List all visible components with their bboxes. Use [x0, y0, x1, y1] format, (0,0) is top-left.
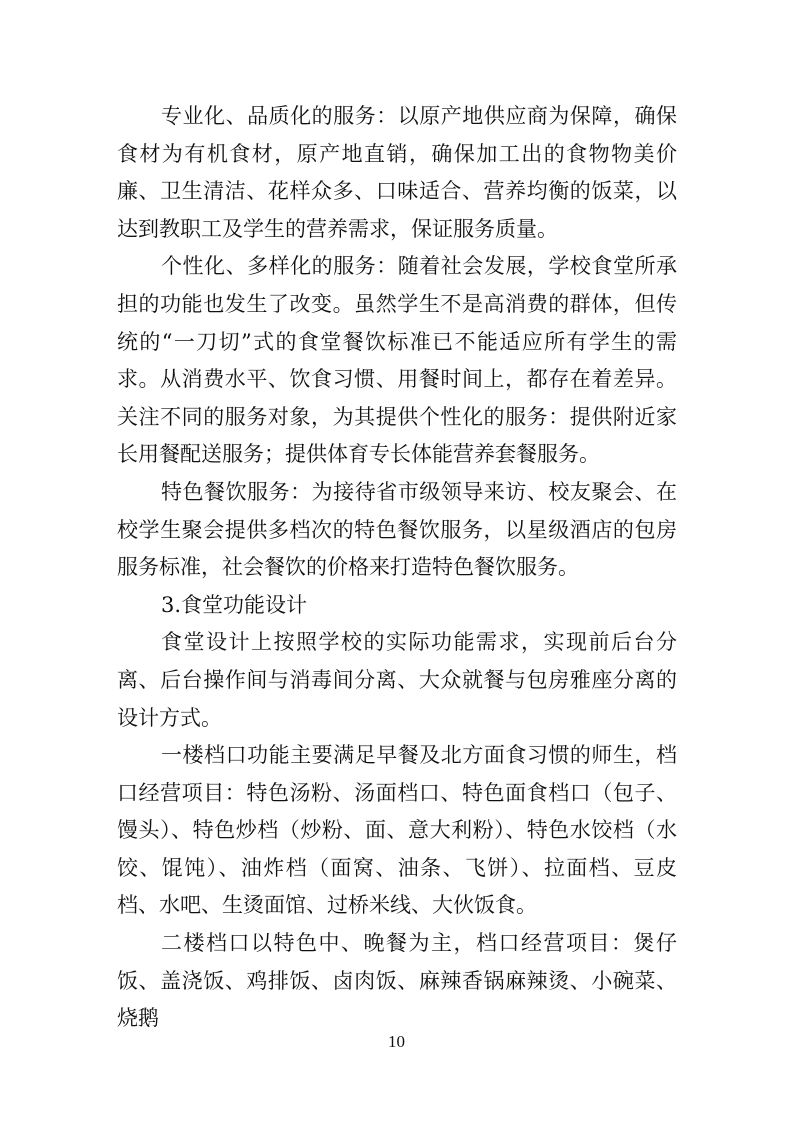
paragraph-professional-service: 专业化、品质化的服务：以原产地供应商为保障，确保食材为有机食材，原产地直销，确保加工出的食物物美价廉、卫生清洁、花样众多、口味适合、营养均衡的饭菜，以达到教职工及学生的营养需求，保证服务质量。 — [117, 104, 677, 241]
paragraph-design-approach: 食堂设计上按照学校的实际功能需求，实现前后台分离、后台操作间与消毒间分离、大众就餐与包房雅座分离的设计方式。 — [117, 630, 677, 730]
paragraph-first-floor-stalls: 一楼档口功能主要满足早餐及北方面食习惯的师生，档口经营项目：特色汤粉、汤面档口、特色面食档口（包子、馒头）、特色炒档（炒粉、面、意大利粉）、特色水饺档（水饺、馄饨）、油炸档（面窝、油条、飞饼）、拉面档、豆皮档、水吧、生烫面馆、过桥米线、大伙饭食。 — [117, 743, 677, 918]
paragraph-second-floor-stalls: 二楼档口以特色中、晚餐为主，档口经营项目：煲仔饭、盖浇饭、鸡排饭、卤肉饭、麻辣香锅麻辣烫、小碗菜、烧鹅 — [117, 931, 677, 1031]
body-text — [117, 98, 677, 1031]
paragraph-special-dining-service: 特色餐饮服务：为接待省市级领导来访、校友聚会、在校学生聚会提供多档次的特色餐饮服务，以星级酒店的包房服务标准，社会餐饮的价格来打造特色餐饮服务。 — [117, 479, 677, 580]
paragraph-personalized-service: 个性化、多样化的服务：随着社会发展，学校食堂所承担的功能也发生了改变。虽然学生不是高消费的群体，但传统的“一刀切”式的食堂餐饮标准已不能适应所有学生的需求。从消费水平、饮食习惯、用餐时间上，都存在着差异。关注不同的服务对象，为其提供个性化的服务：提供附近家长用餐配送服务；提供体育专长体能营养套餐服务。 — [117, 254, 677, 467]
section-heading-canteen-design: 3.食堂功能设计 — [161, 592, 308, 617]
page-number: 10 — [388, 1032, 405, 1051]
